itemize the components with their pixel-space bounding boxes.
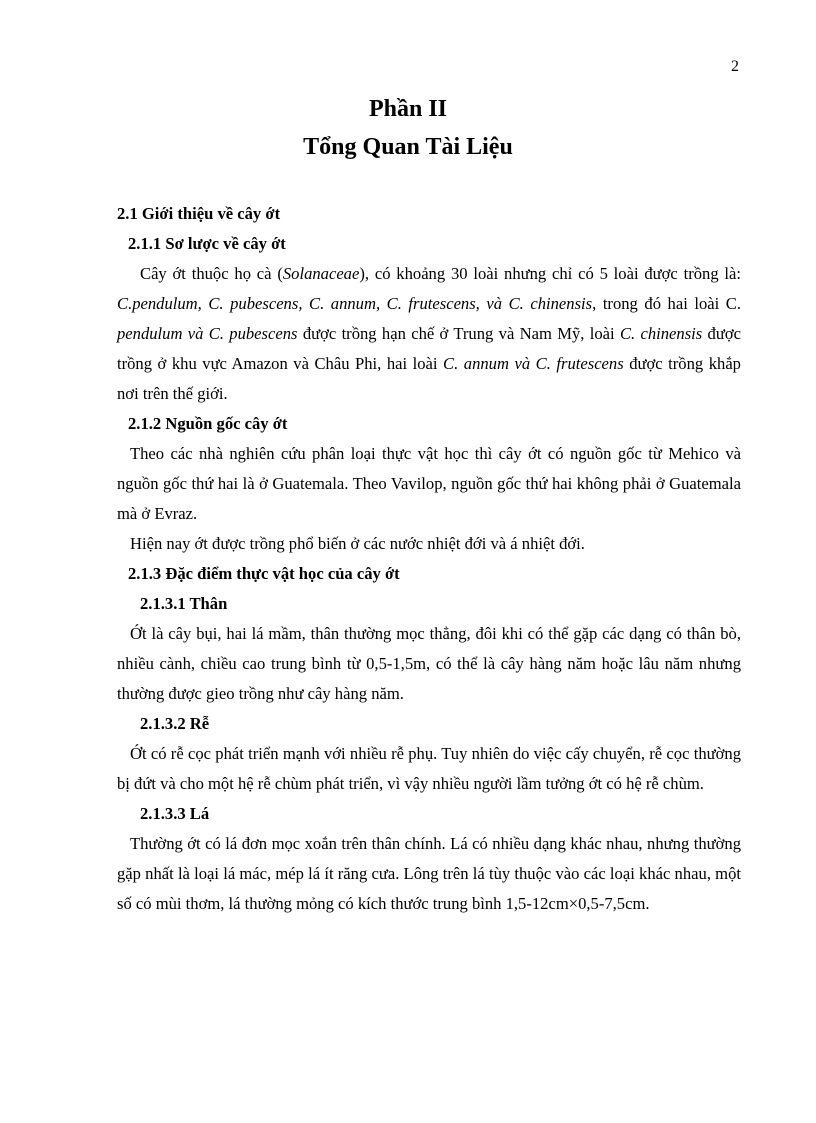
section-heading-2-1-1: 2.1.1 Sơ lược về cây ớt (128, 234, 286, 253)
paragraph-2-1-2-a: Theo các nhà nghiên cứu phân loại thực vật học thì cây ớt có nguồn gốc từ Mehico và nguồn gốc thứ hai là ở Guatemala. Theo Vavilop, nguồn gốc thứ hai không phải ở Guatemala mà ở Evraz. (117, 444, 741, 523)
paragraph-2-1-3-3: Thường ớt có lá đơn mọc xoắn trên thân chính. Lá có nhiều dạng khác nhau, nhưng thường gặp nhất là loại lá mác, mép lá ít răng cưa. Lông trên lá tùy thuộc vào các loại khác nhau, một số có mùi thơm, lá thường mỏng có kích thước trung bình 1,5-12cm×0,5-7,5cm. (117, 834, 741, 913)
main-title: Tổng Quan Tài Liệu (303, 134, 513, 160)
page-number: 2 (731, 58, 739, 75)
section-heading-2-1-2: 2.1.2 Nguồn gốc cây ớt (128, 414, 288, 433)
section-heading-2-1-3-1: 2.1.3.1 Thân (140, 594, 228, 613)
section-heading-2-1-3-2: 2.1.3.2 Rễ (140, 714, 210, 733)
part-title: Phần II (368, 96, 448, 122)
paragraph-2-1-3-1: Ớt là cây bụi, hai lá mầm, thân thường mọc thẳng, đôi khi có thể gặp các dạng có thân bò, nhiều cành, chiều cao trung bình từ 0,5-1,5m, có thể là cây hàng năm hoặc lâu năm nhưng thường được gieo trồng như cây hàng năm. (117, 624, 741, 703)
section-heading-2-1-3: 2.1.3 Đặc điểm thực vật học của cây ớt (128, 564, 400, 583)
document-body (117, 199, 741, 919)
section-heading-2-1: 2.1 Giới thiệu về cây ớt (117, 204, 281, 223)
paragraph-2-1-2-b: Hiện nay ớt được trồng phổ biến ở các nước nhiệt đới và á nhiệt đới. (130, 534, 585, 553)
paragraph-2-1-3-2: Ớt có rễ cọc phát triển mạnh với nhiều rễ phụ. Tuy nhiên do việc cấy chuyển, rễ cọc thường bị đứt và cho một hệ rễ chùm phát triển, vì vậy nhiều người lầm tưởng ớt có hệ rễ chùm. (117, 744, 741, 793)
paragraph-2-1-1: Cây ớt thuộc họ cà (Solanaceae), có khoảng 30 loài nhưng chỉ có 5 loài được trồng là: C.pendulum, C. pubescens, C. annum, C. frutescens, và C. chinensis, trong đó hai loài C. pendulum và C. pubescens được trồng hạn chế ở Trung và Nam Mỹ, loài C. chinensis được trồng ở khu vực Amazon và Châu Phi, hai loài C. annum và C. frutescens được trồng khắp nơi trên thế giới. (117, 264, 742, 403)
section-heading-2-1-3-3: 2.1.3.3 Lá (140, 804, 210, 823)
